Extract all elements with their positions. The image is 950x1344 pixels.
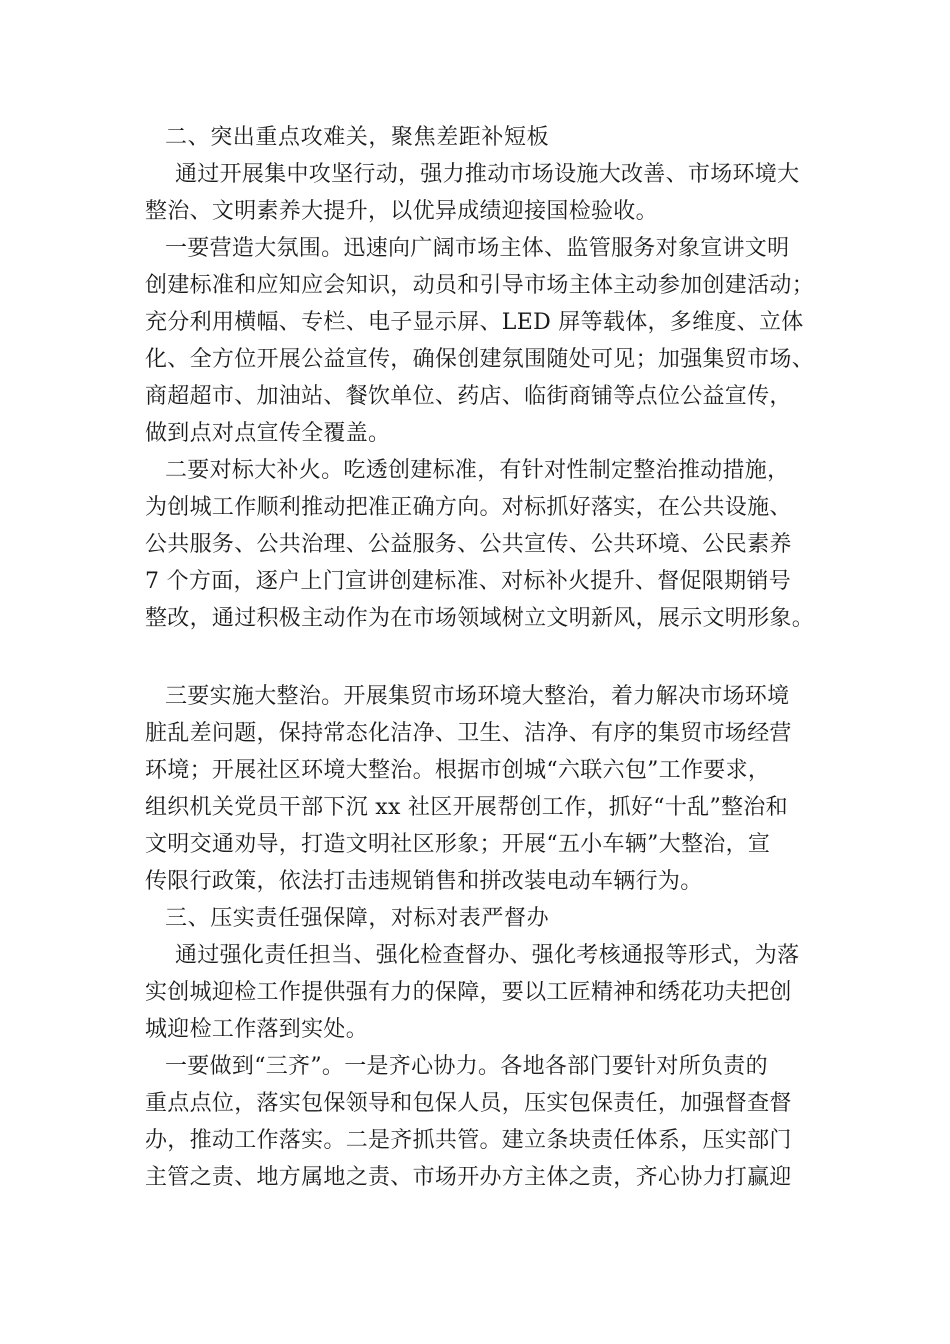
paragraph-line: 公共服务、公共治理、公益服务、公共宣传、公共环境、公民素养 [145,532,792,557]
paragraph-line: 一要营造大氛围。迅速向广阔市场主体、监管服务对象宣讲文明 [165,236,790,261]
paragraph-line: 一要做到“三齐”。一是齐心协力。各地各部门要针对所负责的 [165,1054,768,1079]
paragraph-line: 传限行政策，依法打击违规销售和拼改装电动车辆行为。 [145,869,703,894]
paragraph-line: 重点点位，落实包保领导和包保人员，压实包保责任，加强督查督 [145,1091,792,1116]
paragraph-line: 整治、文明素养大提升，以优异成绩迎接国检验收。 [145,199,658,224]
paragraph-line: 为创城工作顺利推动把准正确方向。对标抓好落实，在公共设施、 [145,495,792,520]
paragraph-line: 通过强化责任担当、强化检查督办、强化考核通报等形式，为落 [175,943,800,968]
paragraph-line: 环境；开展社区环境大整治。根据市创城“六联六包”工作要求， [145,758,771,783]
paragraph-line: 通过开展集中攻坚行动，强力推动市场设施大改善、市场环境大 [175,162,800,187]
paragraph-line: 办，推动工作落实。二是齐抓共管。建立条块责任体系，压实部门 [145,1128,792,1153]
paragraph-line: 脏乱差问题，保持常态化洁净、卫生、洁净、有序的集贸市场经营 [145,721,792,746]
paragraph-line: 化、全方位开展公益宣传，确保创建氛围随处可见；加强集贸市场、 [145,347,815,372]
paragraph-line: 实创城迎检工作提供强有力的保障，要以工匠精神和绣花功夫把创 [145,980,792,1005]
section-heading-3: 三、压实责任强保障，对标对表严督办 [165,906,550,931]
paragraph-line: 三要实施大整治。开展集贸市场环境大整治，着力解决市场环境 [165,684,790,709]
paragraph-line: 主管之责、地方属地之责、市场开办方主体之责，齐心协力打赢迎 [145,1165,792,1190]
paragraph-line: 组织机关党员干部下沉 xx 社区开展帮创工作，抓好“十乱”整治和 [145,795,788,820]
paragraph-line: 城迎检工作落到实处。 [145,1017,369,1042]
section-heading-2: 二、突出重点攻难关，聚焦差距补短板 [165,125,550,150]
paragraph-line: 商超超市、加油站、餐饮单位、药店、临街商铺等点位公益宣传， [145,384,792,409]
paragraph-line: 做到点对点宣传全覆盖。 [145,421,391,446]
paragraph-line: 文明交通劝导，打造文明社区形象；开展“五小车辆”大整治，宣 [145,832,771,857]
paragraph-line: 二要对标大补火。吃透创建标准，有针对性制定整治推动措施， [165,458,790,483]
paragraph-line: 创建标准和应知应会知识，动员和引导市场主体主动参加创建活动； [145,273,815,298]
paragraph-line: 7 个方面，逐户上门宣讲创建标准、对标补火提升、督促限期销号 [145,569,791,594]
paragraph-line: 充分利用横幅、专栏、电子显示屏、LED 屏等载体，多维度、立体 [145,310,804,335]
paragraph-line: 整改，通过积极主动作为在市场领域树立文明新风，展示文明形象。 [145,606,815,631]
